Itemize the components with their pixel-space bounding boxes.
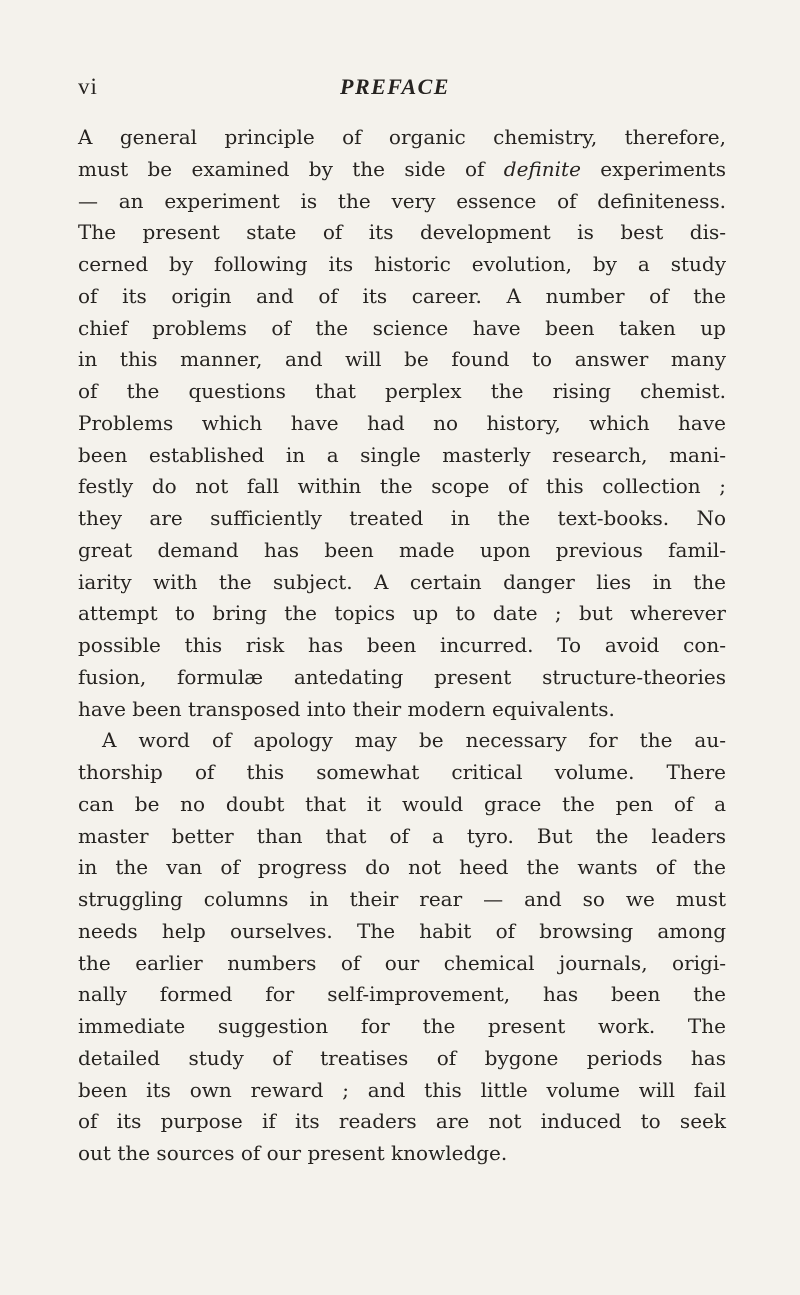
text-line: thorship of this somewhat critical volume. There [78,760,726,784]
running-title: PREFACE [340,74,450,99]
text-line: needs help ourselves. The habit of browsing among [78,918,726,943]
text-line: been established in a single masterly research, mani- [78,442,726,467]
text-line: been its own reward ; and this little volume will fail [78,1077,726,1102]
text-line: A word of apology may be necessary for the au- [102,728,726,753]
text-line: nally formed for self-improvement, has been the [78,982,726,1007]
text-line: struggling columns in their rear — and so we must [78,887,726,911]
text-line: have been transposed into their modern equivalents. [78,696,615,721]
text-line: cerned by following its historic evolution, by a study [78,252,726,276]
text-line: of its origin and of its career. A number of the [78,283,726,308]
emphasis-definite: definite [503,156,581,181]
text-line: they are sufficiently treated in the text-books. No [78,506,726,530]
text-line: chief problems of the science have been taken up [78,315,726,340]
preface-body [78,122,726,1170]
text-line: The present state of its development is best dis- [78,220,726,245]
text-line: iarity with the subject. A certain danger lies in the [78,569,726,594]
text-line: attempt to bring the topics up to date ; but wherever [78,601,726,626]
text-line: in this manner, and will be found to answer many [78,347,726,372]
text-span: must be examined by the side of [78,156,485,181]
text-line: fusion, formulæ antedating present structure-theories [78,664,726,689]
text-line: possible this risk has been incurred. To avoid con- [78,633,726,657]
text-line: master better than that of a tyro. But the leaders [78,823,726,848]
text-line: detailed study of treatises of bygone periods has [78,1045,726,1070]
text-line: A general principle of organic chemistry, therefore, [78,125,726,149]
running-head [78,74,718,108]
text-line [78,154,726,186]
text-line: Problems which have had no history, which have [78,410,726,435]
text-span: experiments [600,156,726,181]
text-line: — an experiment is the very essence of definiteness. [78,188,726,213]
text-line: great demand has been made upon previous famil- [78,537,726,562]
text-line: immediate suggestion for the present work. The [78,1014,726,1038]
text-line: the earlier numbers of our chemical journals, origi- [78,950,726,975]
page-number: vi [78,74,98,99]
text-line: of its purpose if its readers are not induced to seek [78,1109,726,1134]
text-line: in the van of progress do not heed the wants of the [78,855,726,880]
text-line: out the sources of our present knowledge. [78,1141,508,1165]
text-line: festly do not fall within the scope of this collection ; [78,474,726,499]
text-line: of the questions that perplex the rising chemist. [78,379,726,403]
text-line: can be no doubt that it would grace the pen of a [78,791,726,816]
